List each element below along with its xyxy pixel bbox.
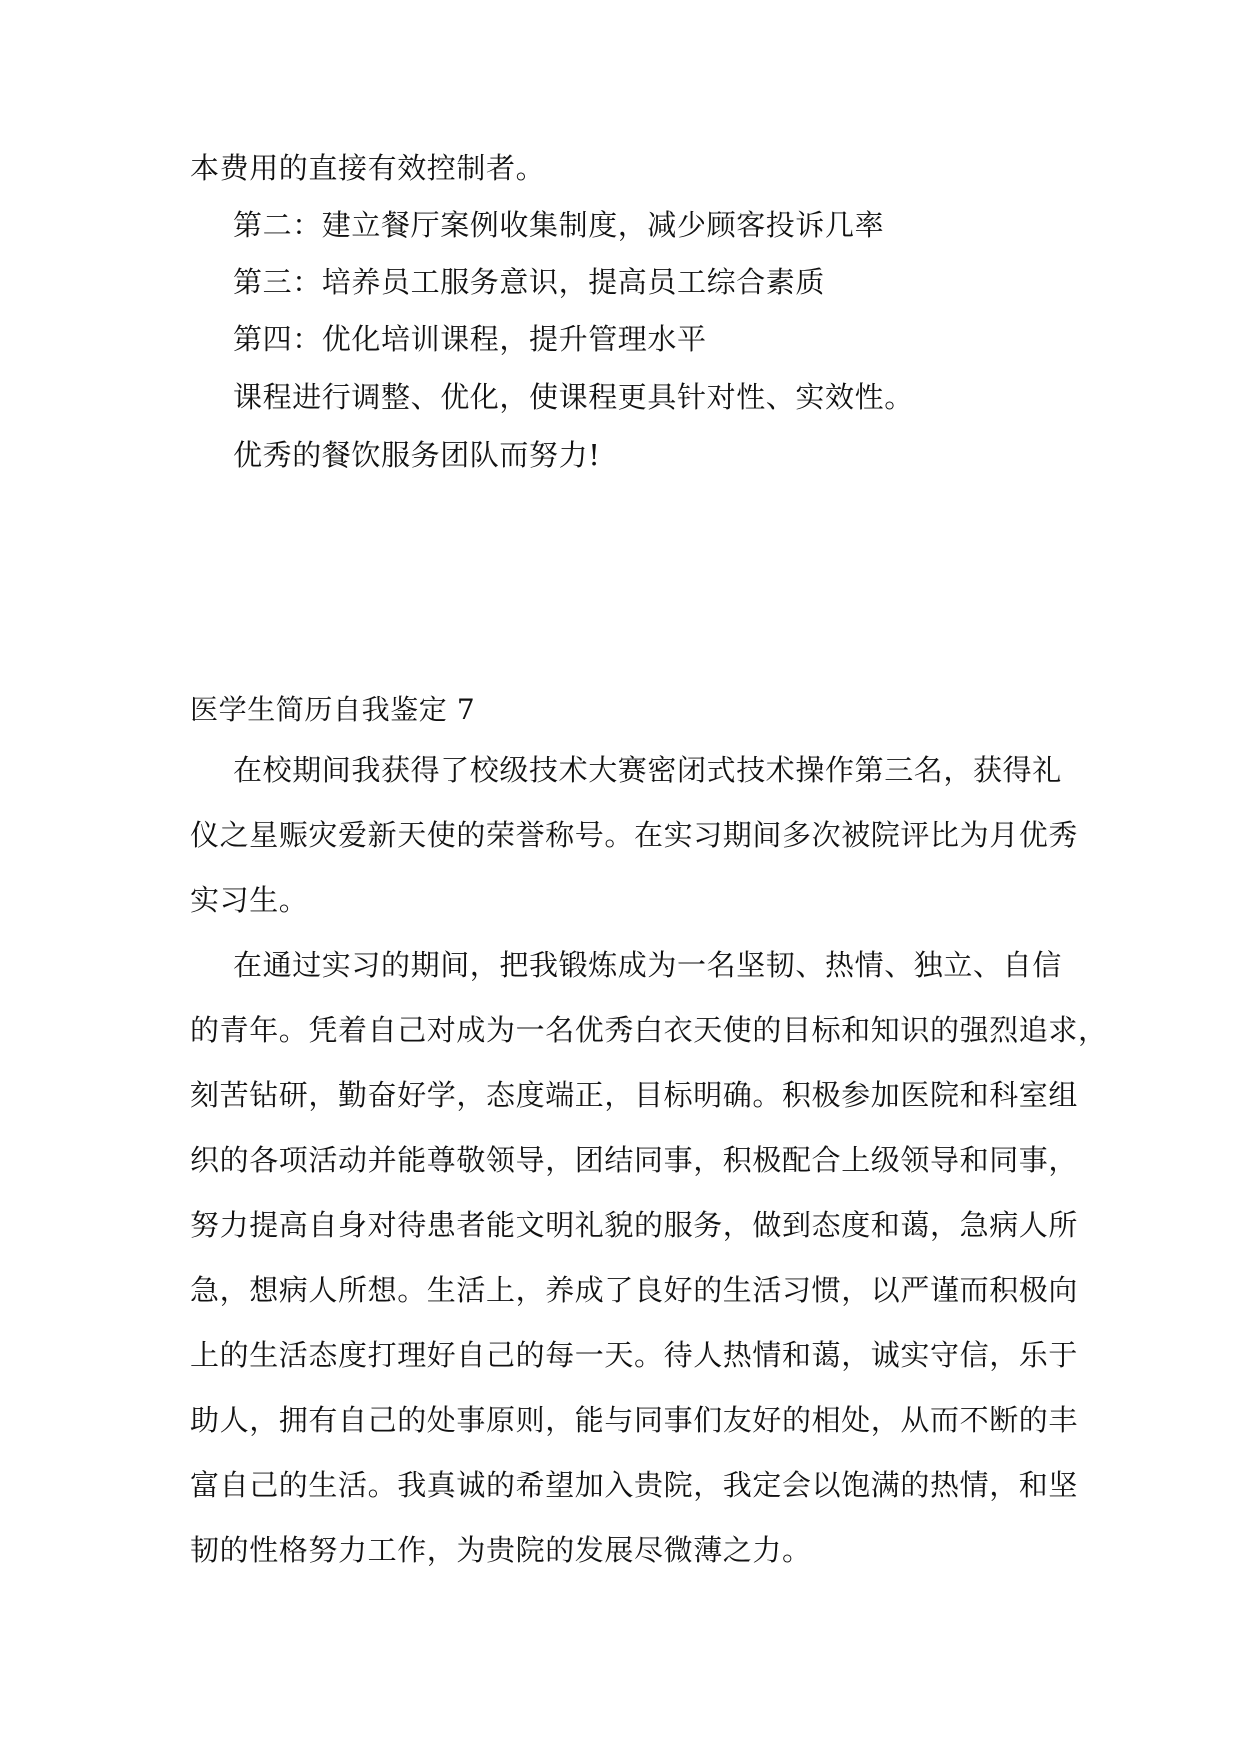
- paragraph-line: 上的生活态度打理好自己的每一天。待人热情和蔼，诚实守信，乐于: [190, 1338, 1079, 1372]
- text-line: 优秀的餐饮服务团队而努力!: [233, 438, 601, 472]
- text-line: 课程进行调整、优化，使课程更具针对性、实效性。: [233, 380, 914, 414]
- text-line: 本费用的直接有效控制者。: [190, 151, 546, 185]
- paragraph-line: 助人，拥有自己的处事原则，能与同事们友好的相处，从而不断的丰: [190, 1403, 1079, 1437]
- paragraph-line: 急，想病人所想。生活上，养成了良好的生活习惯，以严谨而积极向: [190, 1273, 1079, 1307]
- paragraph-line: 实习生。: [190, 883, 309, 917]
- paragraph-line: 仪之星赈灾爱新天使的荣誉称号。在实习期间多次被院评比为月优秀: [190, 818, 1079, 852]
- text-line: 第三：培养员工服务意识，提高员工综合素质: [233, 265, 826, 299]
- section-title: 医学生简历自我鉴定 7: [190, 693, 476, 726]
- paragraph-line: 努力提高自身对待患者能文明礼貌的服务，做到态度和蔼，急病人所: [190, 1208, 1079, 1242]
- paragraph-line: 织的各项活动并能尊敬领导，团结同事，积极配合上级领导和同事，: [190, 1143, 1079, 1177]
- paragraph-line: 在校期间我获得了校级技术大赛密闭式技术操作第三名，获得礼: [233, 753, 1062, 787]
- paragraph-line: 的青年。凭着自己对成为一名优秀白衣天使的目标和知识的强烈追求，: [190, 1013, 1108, 1047]
- paragraph-line: 刻苦钻研，勤奋好学，态度端正，目标明确。积极参加医院和科室组: [190, 1078, 1079, 1112]
- text-line: 第二：建立餐厅案例收集制度，减少顾客投诉几率: [233, 208, 885, 242]
- paragraph-line: 在通过实习的期间，把我锻炼成为一名坚韧、热情、独立、自信: [233, 948, 1062, 982]
- paragraph-line: 富自己的生活。我真诚的希望加入贵院，我定会以饱满的热情，和坚: [190, 1468, 1079, 1502]
- text-line: 第四：优化培训课程，提升管理水平: [233, 322, 707, 356]
- paragraph-line: 韧的性格努力工作，为贵院的发展尽微薄之力。: [190, 1533, 812, 1567]
